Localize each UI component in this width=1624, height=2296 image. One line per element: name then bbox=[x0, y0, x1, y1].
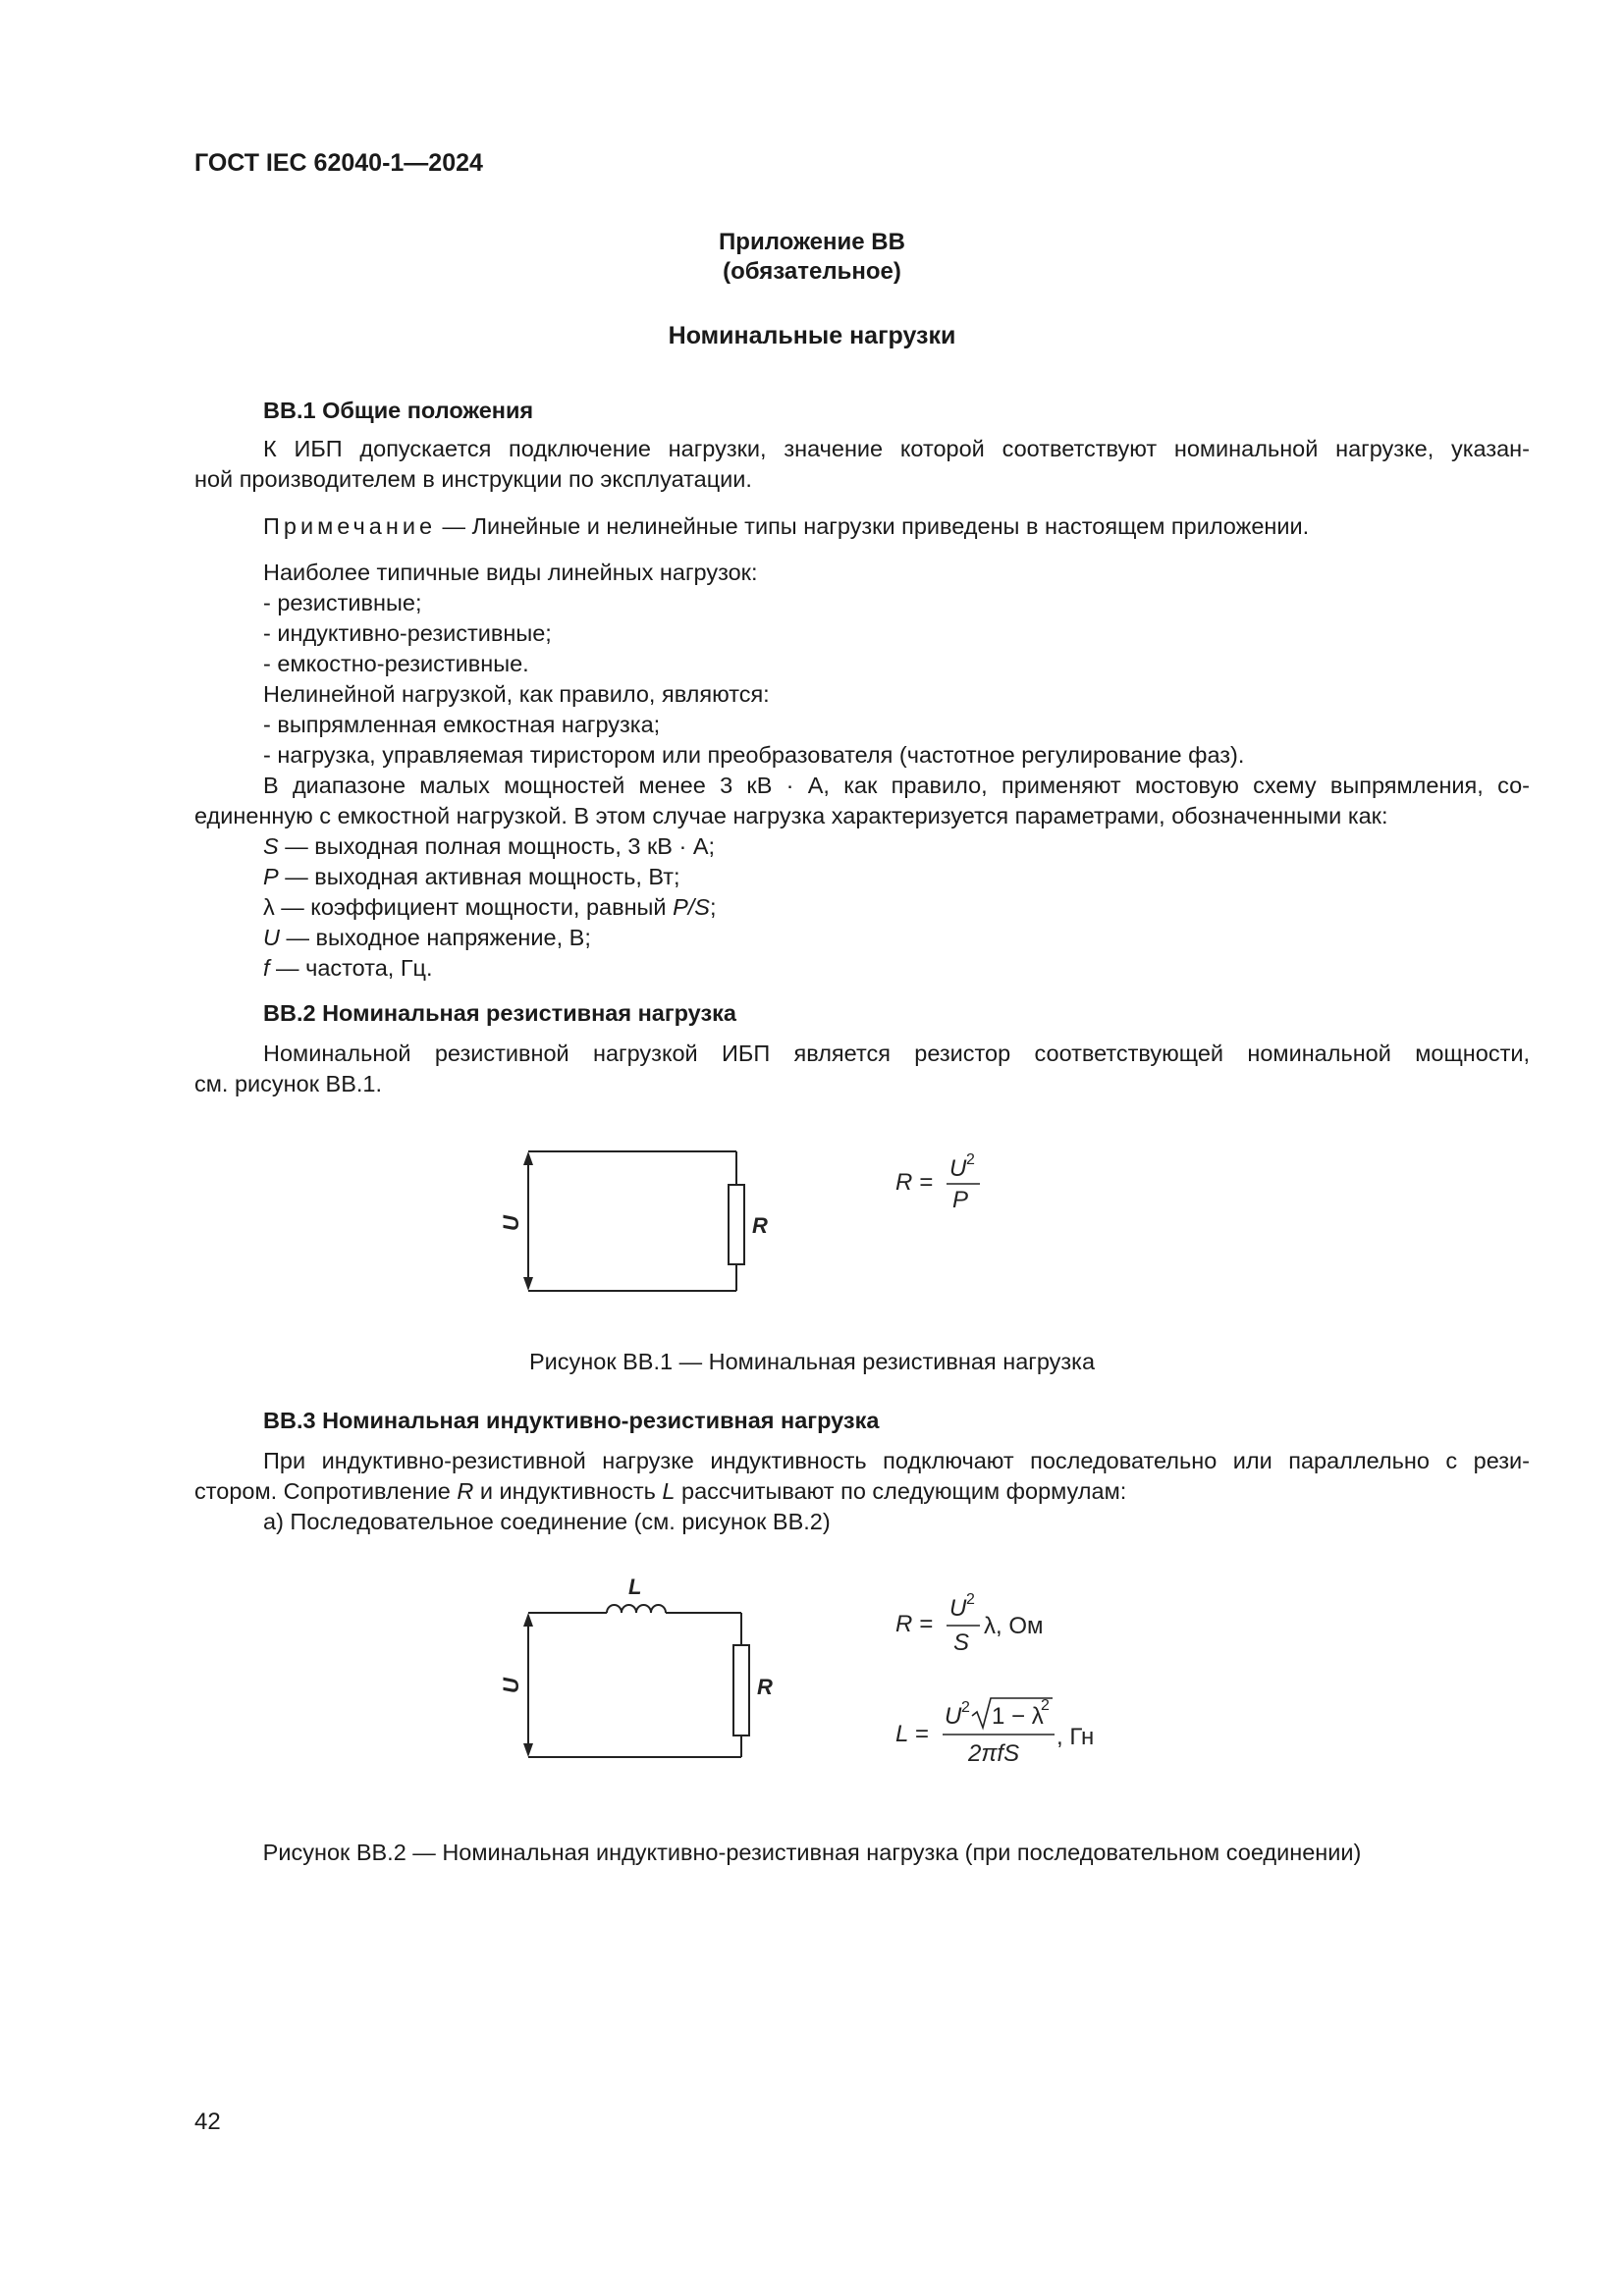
label-l: L bbox=[628, 1575, 642, 1599]
arrow-up-icon bbox=[523, 1613, 533, 1627]
formula-r-bb1 bbox=[884, 1148, 1041, 1217]
label-r: R bbox=[757, 1675, 773, 1699]
resistor bbox=[733, 1645, 749, 1735]
formula-den: P bbox=[952, 1187, 969, 1213]
arrow-up-icon bbox=[523, 1151, 533, 1165]
list-item: а) Последовательное соединение (см. рисунок ВВ.2) bbox=[263, 1509, 831, 1534]
formula-lhs: R = bbox=[895, 1169, 934, 1196]
param-item: P — выходная активная мощность, Вт; bbox=[263, 864, 680, 889]
label-r: R bbox=[752, 1213, 768, 1238]
label-u: U bbox=[499, 1678, 523, 1693]
formula-tail: , Гн bbox=[1056, 1724, 1095, 1750]
param-item: f — частота, Гц. bbox=[263, 955, 433, 981]
page-number: 42 bbox=[194, 2109, 221, 2135]
section-heading: ВВ.2 Номинальная резистивная нагрузка bbox=[263, 1000, 736, 1026]
formula-num: U bbox=[949, 1595, 967, 1622]
arrow-down-icon bbox=[523, 1743, 533, 1757]
formula-rad-exp: 2 bbox=[1041, 1697, 1050, 1714]
note-text: — Линейные и нелинейные типы нагрузки приведены в настоящем приложении. bbox=[436, 513, 1310, 539]
list-item: - нагрузка, управляемая тиристором или преобразователя (частотное регулирование фаз). bbox=[263, 742, 1245, 768]
formula-num: U bbox=[949, 1155, 967, 1182]
list-item: - резистивные; bbox=[263, 590, 422, 615]
formula-den: 2πfS bbox=[968, 1740, 1020, 1767]
formula-num: U bbox=[945, 1703, 962, 1730]
section-heading: ВВ.1 Общие положения bbox=[263, 398, 534, 423]
paragraph-line: К ИБП допускается подключение нагрузки, значение которой соответствуют номинальной нагрузке, указан- bbox=[263, 436, 1530, 461]
formula-exp: 2 bbox=[966, 1591, 975, 1608]
list-intro: Наиболее типичные виды линейных нагрузок: bbox=[263, 560, 758, 585]
formula-exp: 2 bbox=[966, 1151, 975, 1168]
formula-radicand: 1 − λ bbox=[992, 1703, 1044, 1730]
formula-lhs: R = bbox=[895, 1611, 934, 1637]
note bbox=[263, 511, 1309, 542]
annex-status: (обязательное) bbox=[723, 258, 901, 285]
formula-den: S bbox=[953, 1629, 970, 1656]
inductor-coil bbox=[607, 1605, 666, 1613]
list-item: - индуктивно-резистивные; bbox=[263, 620, 552, 646]
formula-lhs: L = bbox=[895, 1721, 929, 1747]
list-intro: Нелинейной нагрузкой, как правило, являются: bbox=[263, 681, 770, 707]
resistor bbox=[729, 1185, 744, 1264]
section-heading: ВВ.3 Номинальная индуктивно-резистивная нагрузка bbox=[263, 1408, 880, 1433]
list-item: - выпрямленная емкостная нагрузка; bbox=[263, 712, 661, 737]
param-item: λ — коэффициент мощности, равный P/S; bbox=[263, 894, 717, 920]
paragraph-line: стором. Сопротивление R и индуктивность L рассчитывают по следующим формулам: bbox=[194, 1478, 1127, 1504]
note-label: Примечание bbox=[263, 513, 437, 539]
formula-l-bb2 bbox=[884, 1690, 1178, 1779]
paragraph-line: см. рисунок ВВ.1. bbox=[194, 1071, 382, 1096]
paragraph-line: В диапазоне малых мощностей менее 3 кВ · А, как правило, применяют мостовую схему выпрямления, со- bbox=[263, 773, 1530, 798]
arrow-down-icon bbox=[523, 1277, 533, 1291]
figure-caption: Рисунок ВВ.1 — Номинальная резистивная нагрузка bbox=[528, 1349, 1096, 1374]
paragraph-line: Номинальной резистивной нагрузкой ИБП является резистор соответствующей номинальной мощности, bbox=[263, 1041, 1530, 1066]
paragraph-line: ной производителем в инструкции по эксплуатации. bbox=[194, 466, 752, 492]
formula-tail: λ, Ом bbox=[984, 1613, 1044, 1639]
formula-exp: 2 bbox=[961, 1699, 970, 1716]
formula-r-bb2 bbox=[884, 1582, 1139, 1661]
annex-title: Приложение ВВ bbox=[719, 229, 905, 255]
annex-name: Номинальные нагрузки bbox=[668, 322, 956, 349]
paragraph-line: единенную с емкостной нагрузкой. В этом случае нагрузка характеризуется параметрами, обозначенными как: bbox=[194, 803, 1388, 828]
label-u: U bbox=[499, 1215, 523, 1231]
list-item: - емкостно-резистивные. bbox=[263, 651, 529, 676]
param-item: S — выходная полная мощность, 3 кВ · А; bbox=[263, 833, 716, 859]
paragraph-line: При индуктивно-резистивной нагрузке индуктивность подключают последовательно или параллельно с рези- bbox=[263, 1448, 1530, 1473]
document-header: ГОСТ IEC 62040-1—2024 bbox=[194, 149, 483, 177]
param-item: U — выходное напряжение, В; bbox=[263, 925, 591, 950]
figure-caption: Рисунок ВВ.2 — Номинальная индуктивно-резистивная нагрузка (при последовательном соединении) bbox=[262, 1840, 1362, 1865]
